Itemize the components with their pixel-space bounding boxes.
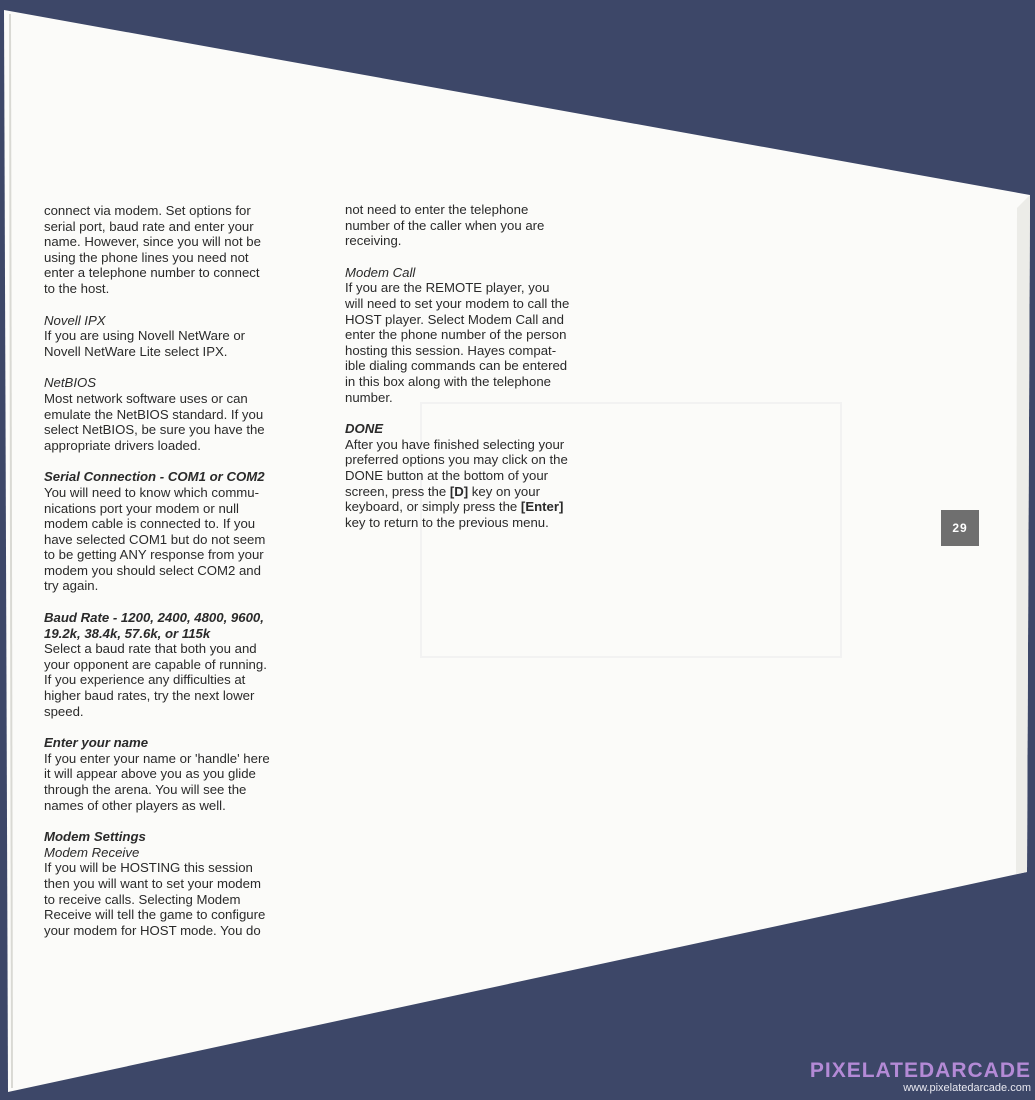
modem-receive-subheading: Modem Receive xyxy=(44,844,140,860)
enter-name-heading: Enter your name xyxy=(44,735,149,751)
done-text-a: After you have finished selecting your preferred options you may click on the DONE button at the bottom of your screen, press the xyxy=(345,436,568,499)
novell-ipx-body: If you are using Novell NetWare or Novell NetWare Lite select IPX. xyxy=(44,328,246,359)
done-body xyxy=(345,437,630,531)
baud-rate-body: Select a baud rate that both you and your opponent are capable of running. If you experience any difficulties at higher baud rates, try the next lower speed. xyxy=(44,641,267,719)
baud-rate-heading: Baud Rate - 1200, 2400, 4800, 9600, 19.2k, 38.4k, 57.6k, or 115k xyxy=(44,610,264,641)
left-intro: connect via modem. Set options for serial port, baud rate and enter your name. However, since you will not be using the phone lines you need not enter a telephone number to connect to the host. xyxy=(44,203,261,296)
watermark-url: www.pixelatedarcade.com xyxy=(903,1082,1031,1094)
enter-name-body: If you enter your name or 'handle' here it will appear above you as you glide through the arena. You will see the names of other players as well. xyxy=(44,750,270,813)
left-column xyxy=(44,203,329,938)
modem-receive-body: If you will be HOSTING this session then you will want to set your modem to receive calls. Selecting Modem Receive will tell the game to configure your modem for HOST mode. You do xyxy=(44,860,266,938)
modem-call-heading: Modem Call xyxy=(345,264,416,280)
serial-connection-heading: Serial Connection - COM1 or COM2 xyxy=(44,469,265,485)
right-intro: not need to enter the telephone number of the caller when you are receiving. xyxy=(345,202,545,249)
right-column xyxy=(345,202,630,530)
netbios-body: Most network software uses or can emulate the NetBIOS standard. If you select NetBIOS, be sure you have the appropriate drivers loaded. xyxy=(44,390,265,453)
serial-connection-body: You will need to know which commu- nications port your modem or null modem cable is connected to. If you have selected COM1 but do not seem to be getting ANY response from your modem you should select COM2 and try again. xyxy=(44,484,266,594)
page-number-badge: 29 xyxy=(941,510,979,546)
done-text-c: key to return to the previous menu. xyxy=(345,514,549,530)
netbios-heading: NetBIOS xyxy=(44,375,97,391)
done-text-b: key on your keyboard, or simply press the xyxy=(345,483,540,515)
novell-ipx-heading: Novell IPX xyxy=(44,312,106,328)
done-heading: DONE xyxy=(345,421,384,437)
enter-key-label: [Enter] xyxy=(520,499,564,515)
watermark-title: PIXELATEDARCADE xyxy=(809,1059,1031,1082)
modem-settings-heading: Modem Settings xyxy=(44,829,146,845)
modem-call-body: If you are the REMOTE player, you will need to set your modem to call the HOST player. Select Modem Call and enter the phone number of the person hosting this session. Hayes compat- ible dialing commands can be entered in this box along with the telephone number. xyxy=(345,280,570,405)
watermark xyxy=(810,1060,1031,1094)
d-key-label: [D] xyxy=(449,483,469,499)
